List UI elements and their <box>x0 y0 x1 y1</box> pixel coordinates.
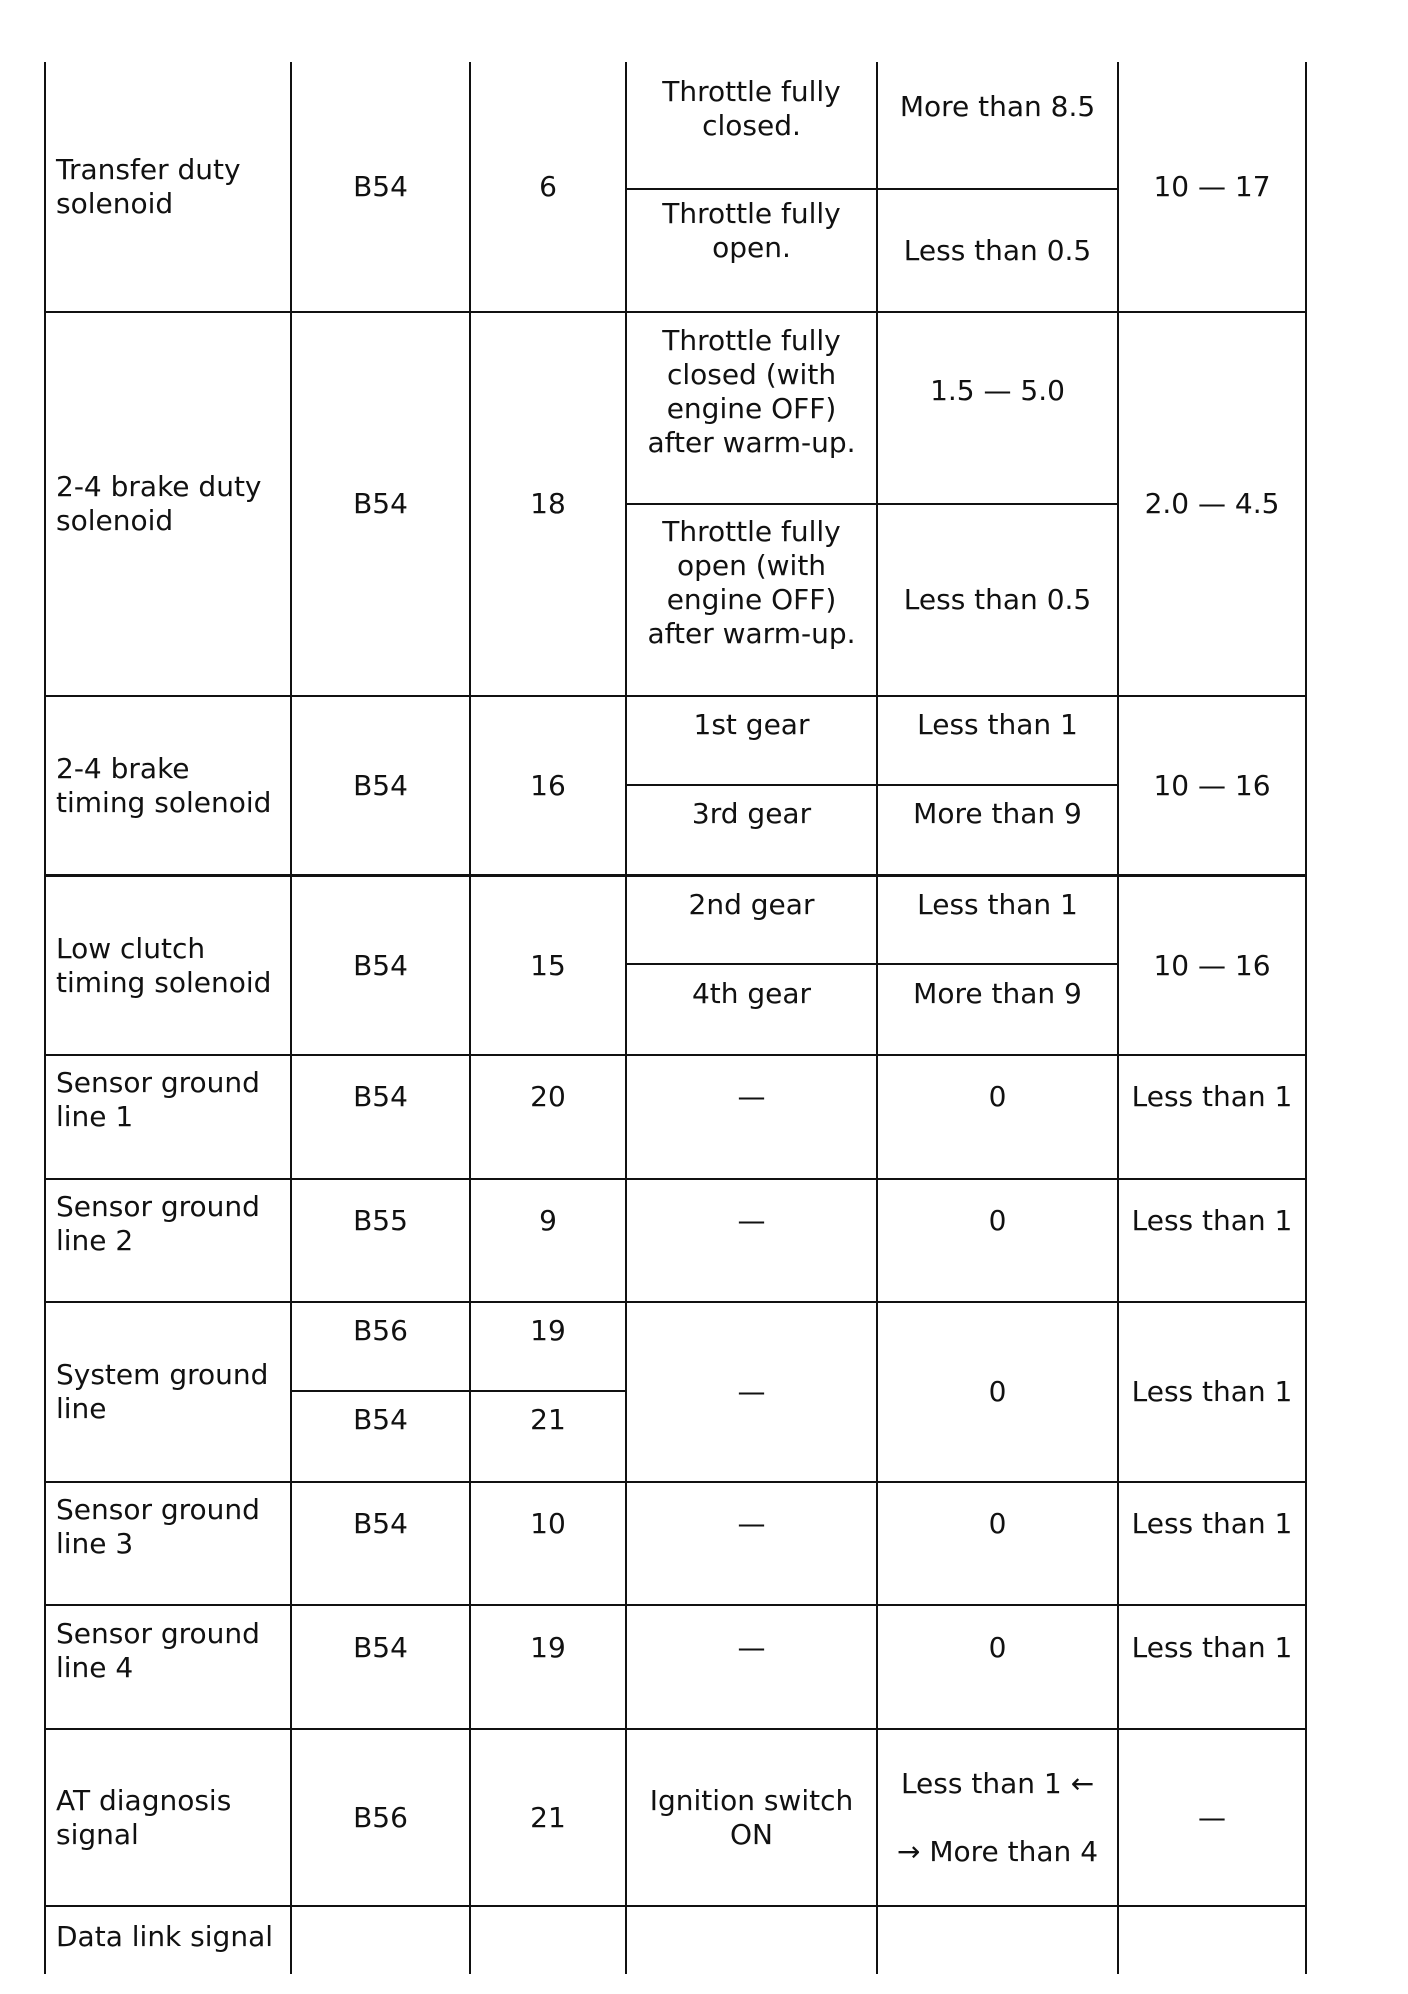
value-cell: More than 8.5 <box>899 90 1096 123</box>
component-name: Sensor ground line 4 <box>56 1617 260 1684</box>
value-cell: More than 9 <box>913 797 1082 830</box>
condition-cell: 2nd gear <box>688 888 815 921</box>
condition-cell: — <box>737 1080 766 1113</box>
terminal-cell: 21 <box>530 1403 566 1436</box>
condition-cell: — <box>737 1204 766 1237</box>
terminal-cell: 18 <box>530 487 566 520</box>
row-line <box>44 1604 1307 1606</box>
subrow-line <box>290 1390 627 1392</box>
terminal-cell: 19 <box>530 1631 566 1664</box>
terminal-cell: 16 <box>530 768 566 802</box>
row-line <box>44 1054 1307 1056</box>
condition-cell: — <box>737 1507 766 1540</box>
row-line <box>44 1178 1307 1180</box>
component-name: Transfer duty solenoid <box>56 152 241 220</box>
condition-cell: Throttle fully closed (with engine OFF) after warm-up. <box>647 324 856 459</box>
value-cell: 0 <box>988 1080 1007 1113</box>
connector-cell: B54 <box>353 768 408 802</box>
value-cell: Less than 1 <box>917 888 1078 921</box>
value-cell: 0 <box>988 1631 1007 1664</box>
component-name: Sensor ground line 1 <box>56 1066 260 1133</box>
subrow-line <box>625 784 1119 786</box>
component-name: Data link signal <box>56 1920 273 1953</box>
terminal-cell: 19 <box>530 1314 566 1347</box>
resistance-cell: Less than 1 <box>1131 1631 1293 1664</box>
condition-cell: Throttle fully open. <box>662 197 841 264</box>
terminal-cell: 10 <box>530 1507 566 1540</box>
component-name: System ground line <box>56 1358 269 1425</box>
component-name: Low clutch timing solenoid <box>56 931 272 999</box>
connector-cell: B56 <box>353 1800 408 1834</box>
connector-cell: B54 <box>353 1631 408 1664</box>
connector-cell: B55 <box>353 1204 408 1237</box>
value-cell: Less than 0.5 <box>903 233 1092 267</box>
connector-cell: B54 <box>353 169 408 203</box>
value-cell: 0 <box>988 1204 1007 1237</box>
condition-cell: 3rd gear <box>691 797 812 830</box>
value-cell: Less than 1 <box>917 708 1078 741</box>
resistance-cell: Less than 1 <box>1131 1204 1293 1237</box>
terminal-cell: 9 <box>539 1204 557 1237</box>
value-cell: Less than 1 ← → More than 4 <box>896 1766 1099 1868</box>
connector-cell: B54 <box>353 487 408 520</box>
resistance-cell: 2.0 — 4.5 <box>1144 487 1280 520</box>
component-name: AT diagnosis signal <box>56 1783 232 1851</box>
connector-cell: B54 <box>353 1507 408 1540</box>
resistance-cell: 10 — 16 <box>1153 948 1271 982</box>
connector-cell: B54 <box>353 1403 408 1436</box>
subrow-line <box>625 963 1119 965</box>
condition-cell: Throttle fully closed. <box>662 75 841 142</box>
resistance-cell: Less than 1 <box>1131 1507 1293 1540</box>
condition-cell: 1st gear <box>693 708 810 741</box>
terminal-cell: 15 <box>530 948 566 982</box>
value-cell: 1.5 — 5.0 <box>930 374 1065 407</box>
condition-cell: Throttle fully open (with engine OFF) after warm-up. <box>647 515 856 650</box>
component-name: Sensor ground line 2 <box>56 1190 260 1257</box>
resistance-cell: 10 — 17 <box>1153 169 1271 203</box>
value-cell: 0 <box>988 1375 1007 1408</box>
connector-cell: B56 <box>353 1314 408 1347</box>
component-name: 2-4 brake duty solenoid <box>56 470 262 537</box>
column-line <box>1305 62 1307 1974</box>
condition-cell: 4th gear <box>691 977 812 1010</box>
value-cell: 0 <box>988 1507 1007 1540</box>
value-cell: Less than 0.5 <box>903 583 1092 616</box>
resistance-cell: — <box>1198 1800 1226 1834</box>
row-line <box>44 1905 1307 1907</box>
resistance-cell: Less than 1 <box>1131 1375 1293 1408</box>
value-cell: More than 9 <box>913 977 1082 1010</box>
terminal-cell: 20 <box>530 1080 566 1113</box>
component-name: 2-4 brake timing solenoid <box>56 751 272 819</box>
condition-cell: — <box>737 1375 766 1408</box>
resistance-cell: Less than 1 <box>1131 1080 1293 1113</box>
condition-cell: Ignition switch ON <box>649 1783 854 1851</box>
connector-cell: B54 <box>353 948 408 982</box>
row-line <box>44 1481 1307 1483</box>
terminal-cell: 21 <box>530 1800 566 1834</box>
terminal-cell: 6 <box>539 169 557 203</box>
component-name: Sensor ground line 3 <box>56 1493 260 1560</box>
resistance-cell: 10 — 16 <box>1153 768 1271 802</box>
condition-cell: — <box>737 1631 766 1664</box>
connector-cell: B54 <box>353 1080 408 1113</box>
